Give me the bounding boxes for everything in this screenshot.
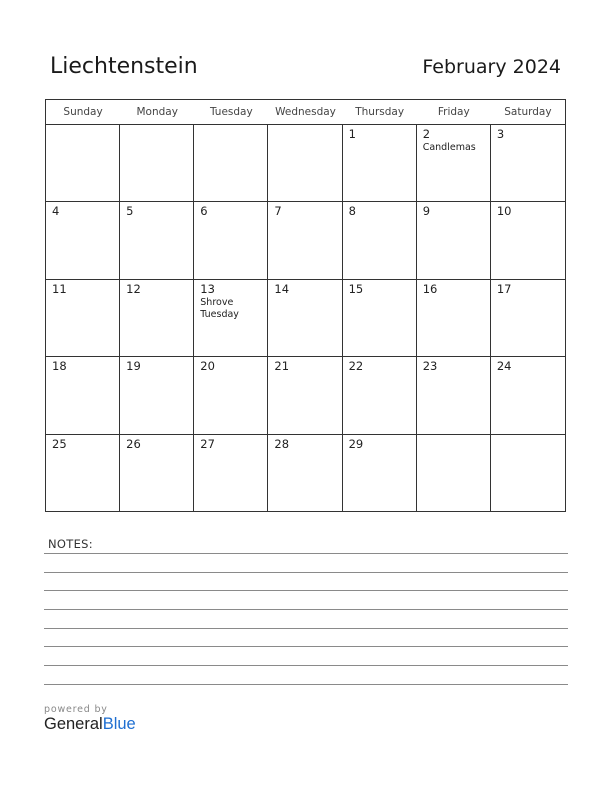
calendar-body [46,125,565,512]
holiday-label: Shrove Tuesday [200,296,239,320]
day-cell [194,435,268,512]
day-number: 19 [126,359,141,374]
day-number: 17 [496,281,512,296]
weekday-friday: Friday [437,106,470,118]
day-number: 7 [274,204,282,219]
day-number: 26 [126,436,141,451]
notes-line [44,572,568,573]
weekday-saturday: Saturday [504,106,552,118]
notes-line [44,684,568,685]
day-number: 18 [52,359,67,374]
day-cell [268,357,342,434]
day-number: 12 [126,281,141,296]
day-cell [120,280,194,357]
weekday-sunday: Sunday [63,106,103,118]
day-cell [343,202,417,279]
day-number: 11 [52,281,67,296]
notes-line [44,628,568,629]
day-cell [194,280,268,357]
day-cell [268,435,342,512]
day-number: 15 [348,281,364,296]
day-cell [343,435,417,512]
logo-text-general: General [44,715,103,733]
day-cell [268,125,342,202]
day-number: 21 [274,359,290,374]
day-cell [491,280,565,357]
weekday-header-row [46,100,565,125]
day-number: 27 [200,436,215,451]
day-number: 5 [126,204,134,219]
notes-line [44,646,568,647]
day-cell [268,202,342,279]
day-number: 4 [52,204,60,219]
month-year-label: February 2024 [422,56,561,78]
powered-by-text: powered by [44,704,108,715]
day-cell [343,125,417,202]
day-number: 10 [496,204,512,219]
day-number: 13 [200,281,215,296]
day-cell [46,357,120,434]
day-number: 16 [422,281,438,296]
day-number: 9 [422,204,431,219]
day-cell [491,357,565,434]
logo-text-blue: Blue [102,715,136,733]
day-cell [120,125,194,202]
day-number: 23 [422,359,438,374]
day-number: 14 [274,281,290,296]
day-cell [46,435,120,512]
day-number: 1 [348,127,356,141]
day-cell [46,125,120,202]
generalblue-logo[interactable] [44,715,136,734]
day-number: 29 [348,436,364,451]
day-cell [343,280,417,357]
day-cell [194,125,268,202]
day-cell [46,202,120,279]
day-cell [491,435,565,512]
day-cell [194,202,268,279]
day-cell [417,280,491,357]
notes-line [44,665,568,666]
day-number: 2 [422,127,431,141]
day-cell [343,357,417,434]
weekday-monday: Monday [136,106,178,118]
day-number: 6 [200,204,208,219]
notes-label: NOTES: [48,537,93,551]
calendar-grid [45,99,566,512]
day-cell [417,125,491,202]
day-cell [417,202,491,279]
day-number: 3 [496,127,505,141]
day-number: 28 [274,436,290,451]
day-number: 25 [52,436,67,451]
day-cell [194,357,268,434]
weekday-thursday: Thursday [355,106,405,118]
day-cell [417,435,491,512]
day-cell [491,125,565,202]
day-cell [120,435,194,512]
day-number: 22 [348,359,364,374]
holiday-label: Candlemas [422,142,476,153]
weekday-wednesday: Wednesday [275,106,336,118]
day-number: 20 [200,359,215,374]
notes-line [44,590,568,591]
weekday-tuesday: Tuesday [209,106,253,118]
day-number: 8 [348,204,356,219]
day-cell [491,202,565,279]
notes-line [44,609,568,610]
page-title: Liechtenstein [50,54,198,79]
day-cell [417,357,491,434]
day-number: 24 [496,359,512,374]
day-cell [268,280,342,357]
day-cell [120,202,194,279]
notes-line [44,553,568,554]
day-cell [46,280,120,357]
day-cell [120,357,194,434]
brand-footer [44,704,136,734]
